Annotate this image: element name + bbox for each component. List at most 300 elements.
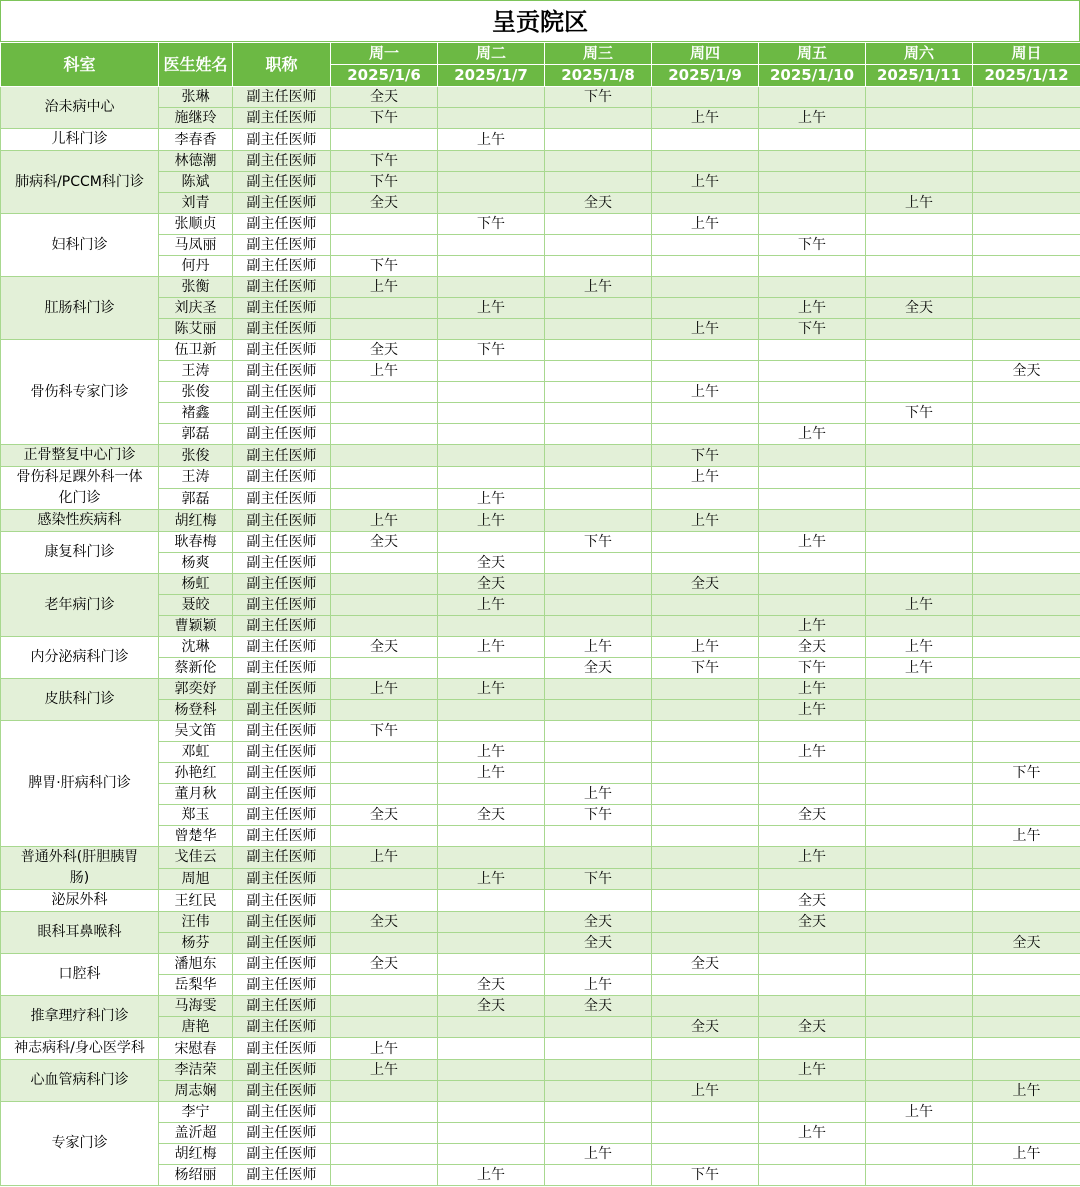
doctor-name-cell: 郭磊 [159,424,233,445]
schedule-cell: 全天 [331,954,438,975]
schedule-cell [545,763,652,784]
schedule-cell [973,214,1080,235]
schedule-cell [652,721,759,742]
doctor-name-cell: 张衡 [159,277,233,298]
day-header: 周一 [331,43,438,65]
rank-cell: 副主任医师 [233,424,331,445]
schedule-cell [652,1144,759,1165]
schedule-cell [973,172,1080,193]
schedule-cell [652,595,759,616]
doctor-name-cell: 杨爽 [159,553,233,574]
schedule-cell: 全天 [438,975,545,996]
doctor-name-cell: 宋慰春 [159,1038,233,1060]
schedule-cell [652,1123,759,1144]
schedule-cell: 上午 [545,1144,652,1165]
schedule-cell: 上午 [759,1123,866,1144]
schedule-cell [438,954,545,975]
table-row [1,382,1080,403]
schedule-cell [866,214,973,235]
schedule-cell [331,763,438,784]
rank-cell: 副主任医师 [233,319,331,340]
doctor-name-cell: 郑玉 [159,805,233,826]
schedule-cell [545,424,652,445]
schedule-cell [652,553,759,574]
rank-cell: 副主任医师 [233,214,331,235]
doctor-name-cell: 曾楚华 [159,826,233,847]
schedule-cell: 全天 [331,912,438,933]
schedule-cell [759,445,866,467]
schedule-cell [331,298,438,319]
schedule-cell [331,1123,438,1144]
schedule-cell [652,1038,759,1060]
schedule-cell [438,658,545,679]
doctor-name-cell: 孙艳红 [159,763,233,784]
table-row [1,256,1080,277]
schedule-cell [759,574,866,595]
schedule-cell [866,277,973,298]
schedule-cell: 下午 [759,319,866,340]
rank-cell: 副主任医师 [233,996,331,1017]
schedule-cell [652,763,759,784]
schedule-cell [331,658,438,679]
rank-cell: 副主任医师 [233,975,331,996]
dept-cell: 妇科门诊 [1,214,159,277]
schedule-cell [973,510,1080,532]
schedule-cell [652,193,759,214]
schedule-cell [866,721,973,742]
schedule-cell [866,742,973,763]
schedule-cell [973,1165,1080,1186]
schedule-cell: 下午 [331,256,438,277]
schedule-cell [331,488,438,510]
schedule-cell [973,256,1080,277]
schedule-cell [973,87,1080,108]
schedule-cell: 全天 [545,193,652,214]
dept-cell: 内分泌病科门诊 [1,637,159,679]
schedule-cell: 下午 [759,235,866,256]
day-header: 周二 [438,43,545,65]
schedule-cell [759,87,866,108]
rank-cell: 副主任医师 [233,637,331,658]
doctor-name-cell: 李春香 [159,129,233,151]
doctor-name-cell: 杨绍丽 [159,1165,233,1186]
schedule-cell [545,319,652,340]
schedule-cell [973,235,1080,256]
schedule-cell [438,1081,545,1102]
schedule-cell: 下午 [545,87,652,108]
rank-header: 职称 [233,43,331,87]
schedule-cell [652,340,759,361]
dept-cell: 皮肤科门诊 [1,679,159,721]
schedule-cell [759,1081,866,1102]
doctor-name-cell: 刘青 [159,193,233,214]
schedule-cell [973,890,1080,912]
schedule-cell [652,847,759,869]
schedule-cell [866,826,973,847]
schedule-cell [652,403,759,424]
table-row [1,975,1080,996]
schedule-cell [545,151,652,172]
schedule-cell [866,1165,973,1186]
schedule-cell [652,868,759,890]
schedule-cell [973,1017,1080,1038]
schedule-cell: 上午 [331,847,438,869]
doctor-name-cell: 胡红梅 [159,1144,233,1165]
schedule-cell [331,235,438,256]
schedule-cell [973,742,1080,763]
schedule-cell [438,403,545,424]
schedule-cell [438,933,545,954]
schedule-cell: 全天 [759,805,866,826]
schedule-cell [759,340,866,361]
schedule-cell: 全天 [652,954,759,975]
table-row [1,87,1080,108]
schedule-cell [545,108,652,129]
schedule-cell: 上午 [973,826,1080,847]
rank-cell: 副主任医师 [233,488,331,510]
schedule-cell [652,679,759,700]
schedule-cell [973,108,1080,129]
doctor-name-cell: 盖沂超 [159,1123,233,1144]
table-row [1,340,1080,361]
schedule-cell: 全天 [545,996,652,1017]
schedule-cell [973,277,1080,298]
schedule-cell: 上午 [438,742,545,763]
schedule-cell [331,595,438,616]
schedule-cell [545,235,652,256]
schedule-cell: 上午 [866,637,973,658]
table-row [1,488,1080,510]
schedule-cell [866,340,973,361]
doctor-name-cell: 周志娴 [159,1081,233,1102]
schedule-cell [759,763,866,784]
dept-cell: 肺病科/PCCM科门诊 [1,151,159,214]
schedule-cell [759,595,866,616]
table-row [1,172,1080,193]
doctor-name-cell: 陈艾丽 [159,319,233,340]
doctor-name-cell: 曹颖颖 [159,616,233,637]
table-row [1,933,1080,954]
schedule-cell: 全天 [652,574,759,595]
day-header: 周三 [545,43,652,65]
schedule-cell [866,763,973,784]
schedule-cell: 上午 [866,658,973,679]
table-row [1,826,1080,847]
schedule-cell [759,721,866,742]
rank-cell: 副主任医师 [233,616,331,637]
schedule-cell [545,467,652,489]
schedule-cell [545,510,652,532]
dept-cell: 骨伤科足踝外科一体化门诊 [1,467,159,510]
doctor-name-cell: 周旭 [159,868,233,890]
schedule-cell [652,784,759,805]
schedule-cell [973,679,1080,700]
schedule-cell [866,467,973,489]
schedule-cell: 下午 [652,445,759,467]
table-header [1,43,1080,87]
doctor-name-cell: 杨虹 [159,574,233,595]
schedule-cell: 上午 [652,214,759,235]
schedule-cell [973,1123,1080,1144]
schedule-cell: 上午 [866,1102,973,1123]
schedule-cell [545,826,652,847]
doctor-name-cell: 杨芬 [159,933,233,954]
schedule-cell [866,361,973,382]
schedule-cell [973,637,1080,658]
schedule-cell [331,742,438,763]
schedule-cell: 全天 [759,1017,866,1038]
doctor-name-cell: 胡红梅 [159,510,233,532]
schedule-cell [652,256,759,277]
doctor-name-cell: 岳梨华 [159,975,233,996]
schedule-cell: 上午 [759,742,866,763]
day-header: 周四 [652,43,759,65]
schedule-cell: 上午 [973,1144,1080,1165]
doctor-name-cell: 刘庆圣 [159,298,233,319]
schedule-cell [545,488,652,510]
schedule-cell: 上午 [652,319,759,340]
rank-cell: 副主任医师 [233,361,331,382]
schedule-cell [545,256,652,277]
table-row [1,616,1080,637]
schedule-table [0,42,1080,1186]
schedule-cell: 下午 [652,658,759,679]
schedule-cell: 上午 [652,108,759,129]
schedule-cell [545,742,652,763]
rank-cell: 副主任医师 [233,151,331,172]
rank-cell: 副主任医师 [233,595,331,616]
schedule-cell [545,679,652,700]
schedule-cell: 上午 [545,784,652,805]
schedule-cell [973,700,1080,721]
dept-cell: 眼科耳鼻喉科 [1,912,159,954]
doctor-name-cell: 李洁荣 [159,1060,233,1081]
schedule-cell [438,784,545,805]
schedule-cell [759,256,866,277]
schedule-cell [866,1144,973,1165]
schedule-cell [866,129,973,151]
schedule-cell [331,784,438,805]
schedule-cell: 下午 [331,721,438,742]
schedule-cell [759,954,866,975]
rank-cell: 副主任医师 [233,553,331,574]
schedule-cell: 全天 [973,361,1080,382]
schedule-cell [759,553,866,574]
schedule-cell [331,445,438,467]
table-row [1,1017,1080,1038]
table-row [1,1060,1080,1081]
schedule-cell [652,532,759,553]
schedule-cell [759,488,866,510]
doctor-name-cell: 张俊 [159,445,233,467]
schedule-cell: 全天 [973,933,1080,954]
schedule-cell [545,298,652,319]
schedule-cell: 上午 [438,595,545,616]
schedule-cell [545,954,652,975]
schedule-cell: 上午 [331,679,438,700]
schedule-cell [973,151,1080,172]
doctor-name-cell: 沈琳 [159,637,233,658]
schedule-cell [866,1038,973,1060]
doctor-name-cell: 汪伟 [159,912,233,933]
doctor-name-cell: 伍卫新 [159,340,233,361]
schedule-cell [331,214,438,235]
schedule-cell [331,933,438,954]
rank-cell: 副主任医师 [233,742,331,763]
schedule-cell [866,1081,973,1102]
rank-cell: 副主任医师 [233,532,331,553]
doctor-name-cell: 杨登科 [159,700,233,721]
schedule-cell: 全天 [438,996,545,1017]
doctor-name-cell: 董月秋 [159,784,233,805]
rank-cell: 副主任医师 [233,1123,331,1144]
schedule-cell [331,975,438,996]
table-row [1,467,1080,489]
schedule-cell [973,574,1080,595]
doctor-name-cell: 何丹 [159,256,233,277]
schedule-cell [973,129,1080,151]
schedule-cell [331,553,438,574]
schedule-cell [545,1038,652,1060]
schedule-cell [652,424,759,445]
schedule-cell [331,700,438,721]
schedule-cell: 全天 [331,87,438,108]
schedule-cell: 下午 [438,340,545,361]
schedule-cell: 上午 [438,763,545,784]
date-header: 2025/1/12 [973,65,1080,87]
schedule-cell [545,382,652,403]
schedule-cell: 下午 [331,172,438,193]
rank-cell: 副主任医师 [233,235,331,256]
doctor-name-cell: 潘旭东 [159,954,233,975]
doctor-name-cell: 陈斌 [159,172,233,193]
rank-cell: 副主任医师 [233,679,331,700]
schedule-cell [545,847,652,869]
schedule-cell: 上午 [438,298,545,319]
schedule-cell: 上午 [759,424,866,445]
schedule-cell [545,700,652,721]
schedule-cell: 上午 [331,1060,438,1081]
schedule-cell [331,382,438,403]
schedule-cell [545,129,652,151]
schedule-cell [973,445,1080,467]
table-row [1,214,1080,235]
schedule-cell [866,319,973,340]
schedule-cell [652,933,759,954]
schedule-cell [973,340,1080,361]
schedule-cell: 上午 [545,975,652,996]
schedule-cell [438,1144,545,1165]
schedule-cell [866,424,973,445]
table-row [1,890,1080,912]
day-header: 周日 [973,43,1080,65]
table-row [1,1165,1080,1186]
doctor-name-cell: 马凤丽 [159,235,233,256]
dept-cell: 正骨整复中心门诊 [1,445,159,467]
schedule-cell: 全天 [438,553,545,574]
schedule-cell [652,975,759,996]
rank-cell: 副主任医师 [233,340,331,361]
schedule-cell [759,1144,866,1165]
table-row [1,1102,1080,1123]
schedule-cell: 全天 [866,298,973,319]
dept-cell: 儿科门诊 [1,129,159,151]
schedule-cell [438,1060,545,1081]
schedule-cell [545,595,652,616]
schedule-cell [652,742,759,763]
schedule-cell: 上午 [438,868,545,890]
dept-cell: 专家门诊 [1,1102,159,1186]
schedule-cell [652,277,759,298]
schedule-cell [866,1017,973,1038]
doctor-name-cell: 林德潮 [159,151,233,172]
schedule-cell [866,256,973,277]
schedule-cell [438,172,545,193]
table-row [1,277,1080,298]
schedule-cell [652,1102,759,1123]
schedule-cell [545,1060,652,1081]
schedule-cell: 上午 [652,510,759,532]
rank-cell: 副主任医师 [233,574,331,595]
table-row [1,108,1080,129]
date-header: 2025/1/6 [331,65,438,87]
schedule-cell [866,574,973,595]
schedule-cell [866,172,973,193]
table-row [1,868,1080,890]
rank-cell: 副主任医师 [233,193,331,214]
schedule-cell: 下午 [866,403,973,424]
schedule-cell: 上午 [438,637,545,658]
schedule-cell: 上午 [652,1081,759,1102]
schedule-cell [331,1165,438,1186]
schedule-cell [331,1017,438,1038]
schedule-cell [973,847,1080,869]
schedule-cell [759,403,866,424]
schedule-cell [438,532,545,553]
schedule-cell [545,616,652,637]
schedule-cell [331,890,438,912]
schedule-cell [438,721,545,742]
table-row [1,553,1080,574]
schedule-cell [438,1102,545,1123]
schedule-cell [759,467,866,489]
schedule-cell [866,108,973,129]
schedule-cell [973,193,1080,214]
schedule-cell [438,445,545,467]
dept-cell: 推拿理疗科门诊 [1,996,159,1038]
doctor-name-cell: 褚鑫 [159,403,233,424]
schedule-cell [866,847,973,869]
schedule-cell: 全天 [331,340,438,361]
dept-cell: 神志病科/身心医学科 [1,1038,159,1060]
schedule-cell [652,996,759,1017]
schedule-cell: 上午 [545,277,652,298]
schedule-cell [759,129,866,151]
schedule-cell: 上午 [652,382,759,403]
schedule-cell [973,403,1080,424]
table-row [1,742,1080,763]
schedule-cell [331,424,438,445]
doctor-name-cell: 戈佳云 [159,847,233,869]
schedule-cell [759,826,866,847]
schedule-cell [759,933,866,954]
table-row [1,1144,1080,1165]
schedule-cell [331,1144,438,1165]
table-row [1,954,1080,975]
schedule-cell [759,868,866,890]
schedule-cell [438,1038,545,1060]
schedule-cell: 上午 [652,467,759,489]
